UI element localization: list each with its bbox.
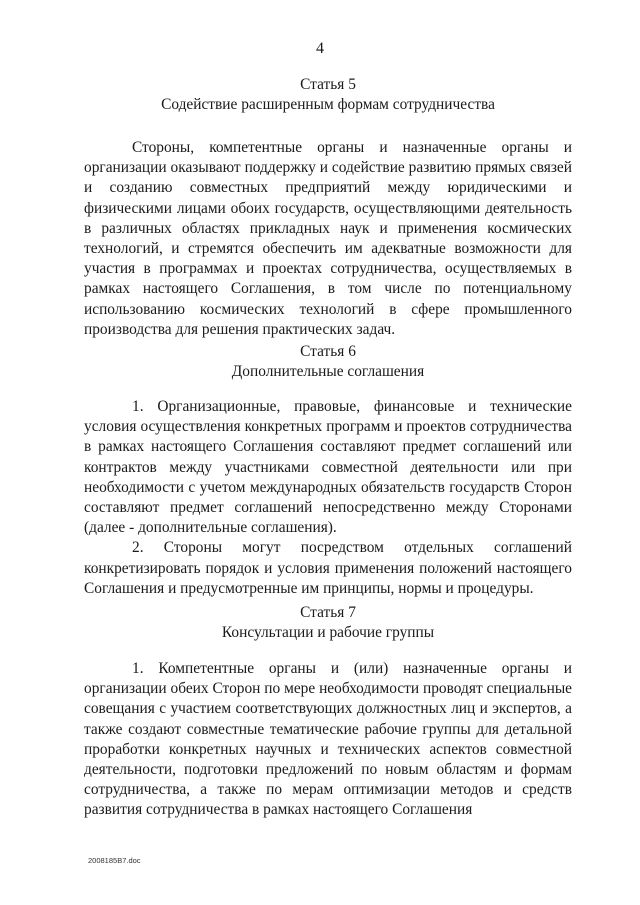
article-5-title: Содействие расширенным формам сотрудничества — [161, 96, 495, 114]
page-number: 4 — [316, 40, 324, 57]
article-7-heading — [84, 603, 572, 643]
footer-filename: 2008185В7.doc — [88, 856, 141, 865]
article-7-body — [84, 659, 572, 821]
article-7 — [84, 603, 572, 643]
article-7-paragraph-1: 1. Компетентные органы и (или) назначенные органы и организации обеих Сторон по мере необходимости проводят специальные совещания с участием соответствующих должностных лиц и экспертов, а также создают совместные тематические рабочие группы для детальной проработки конкретных научных и технических аспектов совместной деятельности, подготовки предложений по новым областям и формам сотрудничества, а также по мерам оптимизации методов и средств развития сотрудничества в рамках настоящего Соглашения — [84, 660, 572, 819]
article-6-body — [84, 397, 572, 599]
article-6-number: Статья 6 — [300, 343, 356, 360]
article-5 — [84, 75, 572, 115]
article-5-heading — [84, 75, 572, 115]
article-6-paragraph-2: 2. Стороны могут посредством отдельных соглашений конкретизировать порядок и условия применения положений настоящего Соглашения и предусмотренные им принципы, нормы и процедуры. — [84, 539, 572, 597]
article-6 — [84, 342, 572, 382]
article-6-title: Дополнительные соглашения — [231, 363, 425, 381]
article-7-title: Консультации и рабочие группы — [221, 624, 435, 642]
article-7-number: Статья 7 — [300, 604, 356, 621]
article-5-paragraph-1: Стороны, компетентные органы и назначенные органы и организации оказывают поддержку и содействие развитию прямых связей и созданию совместных предприятий между юридическими и физическими лицами обоих государств, осуществляющими деятельность в различных областях прикладных наук и применения космических технологий, и стремятся обеспечить им адекватные возможности для участия в программах и проектах сотрудничества, осуществляемых в рамках настоящего Соглашения, в том числе по потенциальному использованию космических технологий в сфере промышленного производства для решения практических задач. — [84, 139, 572, 338]
article-5-number: Статья 5 — [300, 76, 356, 93]
article-5-body — [84, 138, 572, 340]
article-6-heading — [84, 342, 572, 382]
article-6-paragraph-1: 1. Организационные, правовые, финансовые и технические условия осуществления конкретных программ и проектов сотрудничества в рамках настоящего Соглашения составляют предмет соглашений или контрактов между участниками совместной деятельности или при необходимости с учетом международных обязательств государств Сторон составляют предмет соглашений непосредственно между Сторонами (далее - дополнительные соглашения). — [84, 398, 572, 537]
